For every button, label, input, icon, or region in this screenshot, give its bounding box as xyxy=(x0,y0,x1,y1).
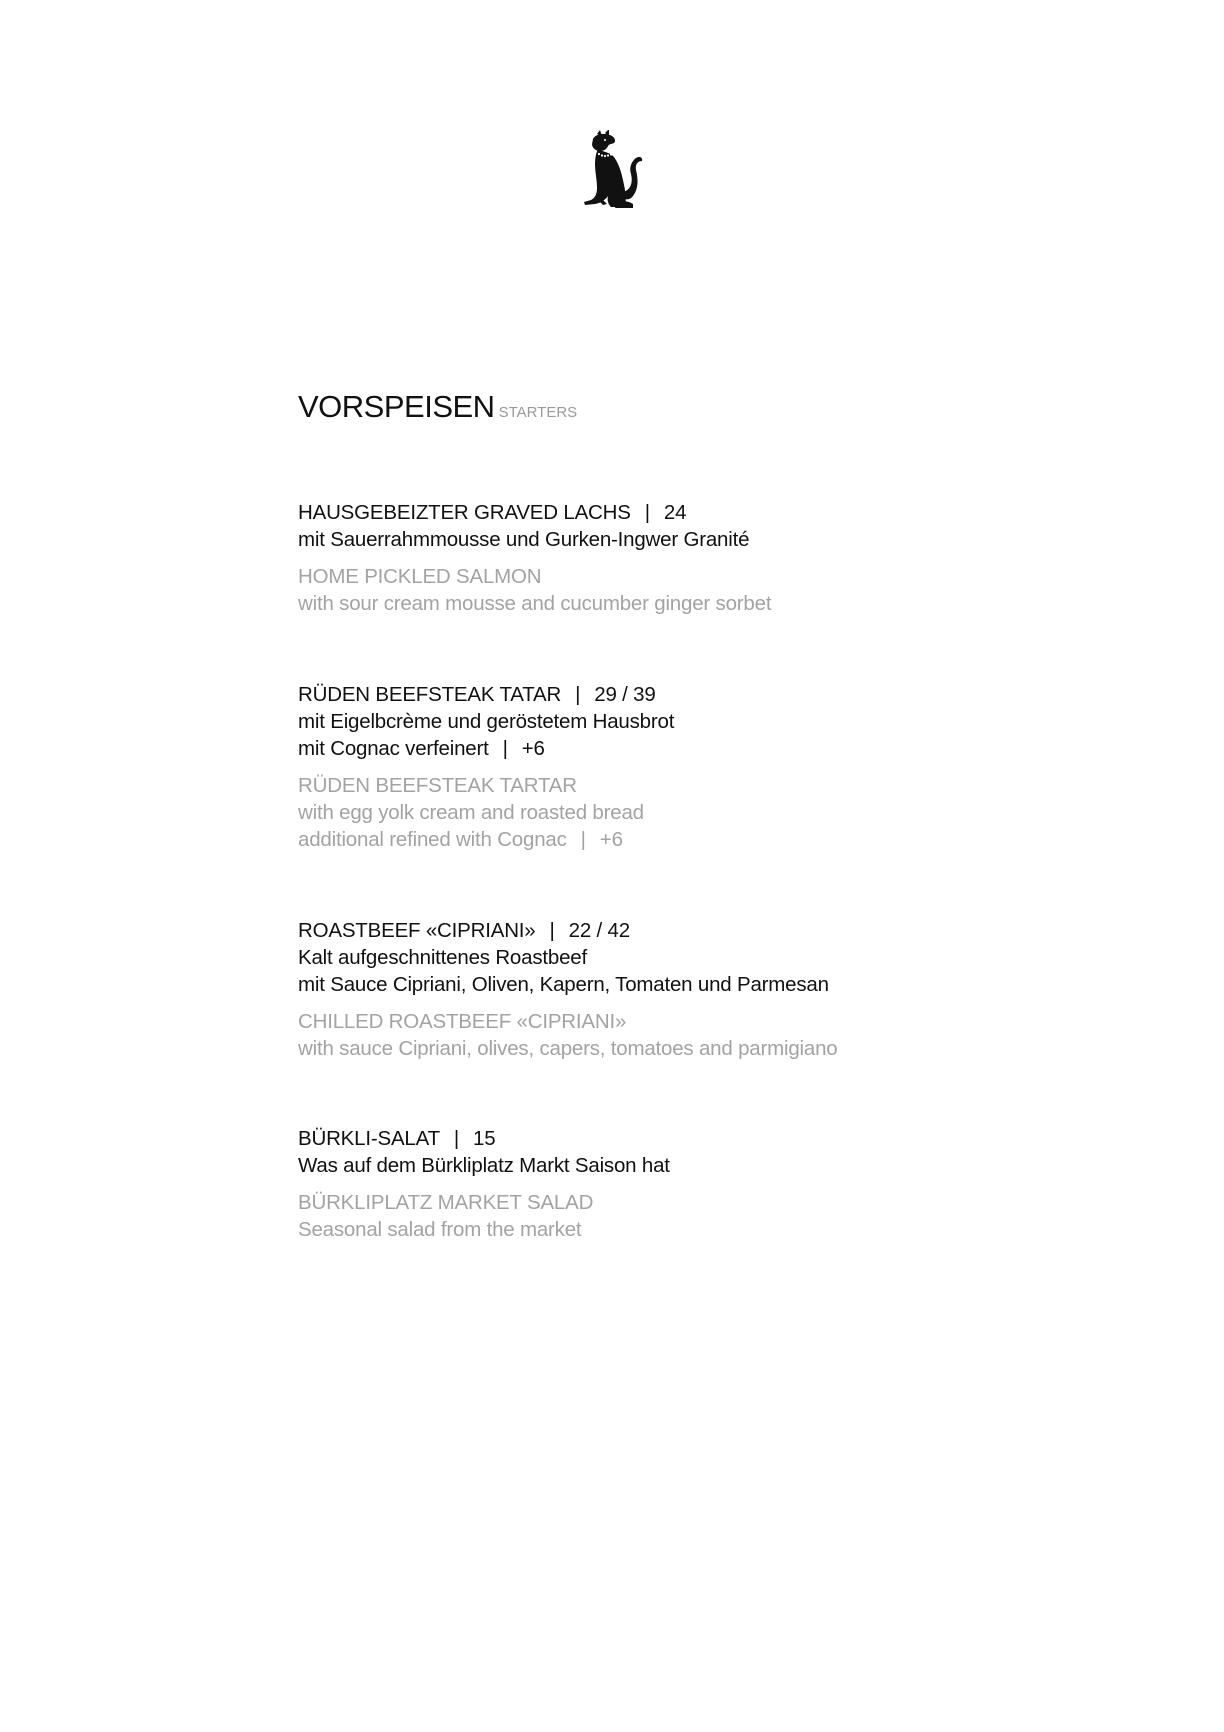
item-description-de: mit Eigelbcrème und geröstetem Hausbrot xyxy=(298,710,675,733)
item-name-de: HAUSGEBEIZTER GRAVED LACHS xyxy=(298,501,631,524)
item-heading xyxy=(298,917,1098,944)
item-price: 24 xyxy=(663,501,687,524)
item-heading xyxy=(298,1125,1098,1152)
item-name-en: HOME PICKLED SALMON xyxy=(298,565,542,588)
menu-item-roastbeef-cipriani xyxy=(298,917,1098,1062)
menu-item-graved-lachs xyxy=(298,499,1098,617)
item-description-de: Was auf dem Bürkliplatz Markt Saison hat xyxy=(298,1154,670,1177)
price-separator: | xyxy=(453,1127,460,1150)
item-price: 22 / 42 xyxy=(568,919,630,942)
item-price: 29 / 39 xyxy=(594,683,656,706)
menu-item-beefsteak-tatar xyxy=(298,681,1098,853)
price-separator: | xyxy=(575,683,581,706)
item-description-de: Kalt aufgeschnittenes Roastbeef xyxy=(298,946,587,969)
item-name-de: BÜRKLI-SALAT xyxy=(298,1127,440,1150)
item-description-en: Seasonal salad from the market xyxy=(298,1218,582,1241)
price-separator: | xyxy=(502,737,508,760)
item-description-de: mit Sauerrahmmousse und Gurken-Ingwer Granité xyxy=(298,528,750,551)
item-description-de: mit Sauce Cipriani, Oliven, Kapern, Tomaten und Parmesan xyxy=(298,973,829,996)
item-heading xyxy=(298,681,1098,708)
section-title xyxy=(298,386,577,433)
price-separator: | xyxy=(549,919,555,942)
item-heading xyxy=(298,499,1098,526)
item-name-de: ROASTBEEF «CIPRIANI» xyxy=(298,919,536,942)
item-name-en: CHILLED ROASTBEEF «CIPRIANI» xyxy=(298,1010,627,1033)
menu-item-buerkli-salat xyxy=(298,1125,1098,1243)
item-extra-de xyxy=(298,735,1098,762)
item-name-en: RÜDEN BEEFSTEAK TARTAR xyxy=(298,774,577,797)
item-extra-price-en: +6 xyxy=(599,828,623,851)
item-extra-en xyxy=(298,826,1098,853)
price-separator: | xyxy=(580,828,586,851)
section-title-german: VORSPEISEN xyxy=(298,389,495,424)
item-description-en: with sour cream mousse and cucumber ginger sorbet xyxy=(298,592,772,615)
item-description-en: with sauce Cipriani, olives, capers, tomatoes and parmigiano xyxy=(298,1037,838,1060)
section-title-english: STARTERS xyxy=(498,404,578,421)
item-price: 15 xyxy=(473,1127,496,1150)
item-extra-label-en: additional refined with Cognac xyxy=(298,828,567,851)
item-extra-label-de: mit Cognac verfeinert xyxy=(298,737,489,760)
item-name-en: BÜRKLIPLATZ MARKET SALAD xyxy=(298,1191,594,1214)
seated-dog-crest-icon xyxy=(581,130,647,210)
item-description-en: with egg yolk cream and roasted bread xyxy=(298,801,644,824)
price-separator: | xyxy=(644,501,650,524)
item-extra-price-de: +6 xyxy=(521,737,545,760)
item-name-de: RÜDEN BEEFSTEAK TATAR xyxy=(298,683,562,706)
